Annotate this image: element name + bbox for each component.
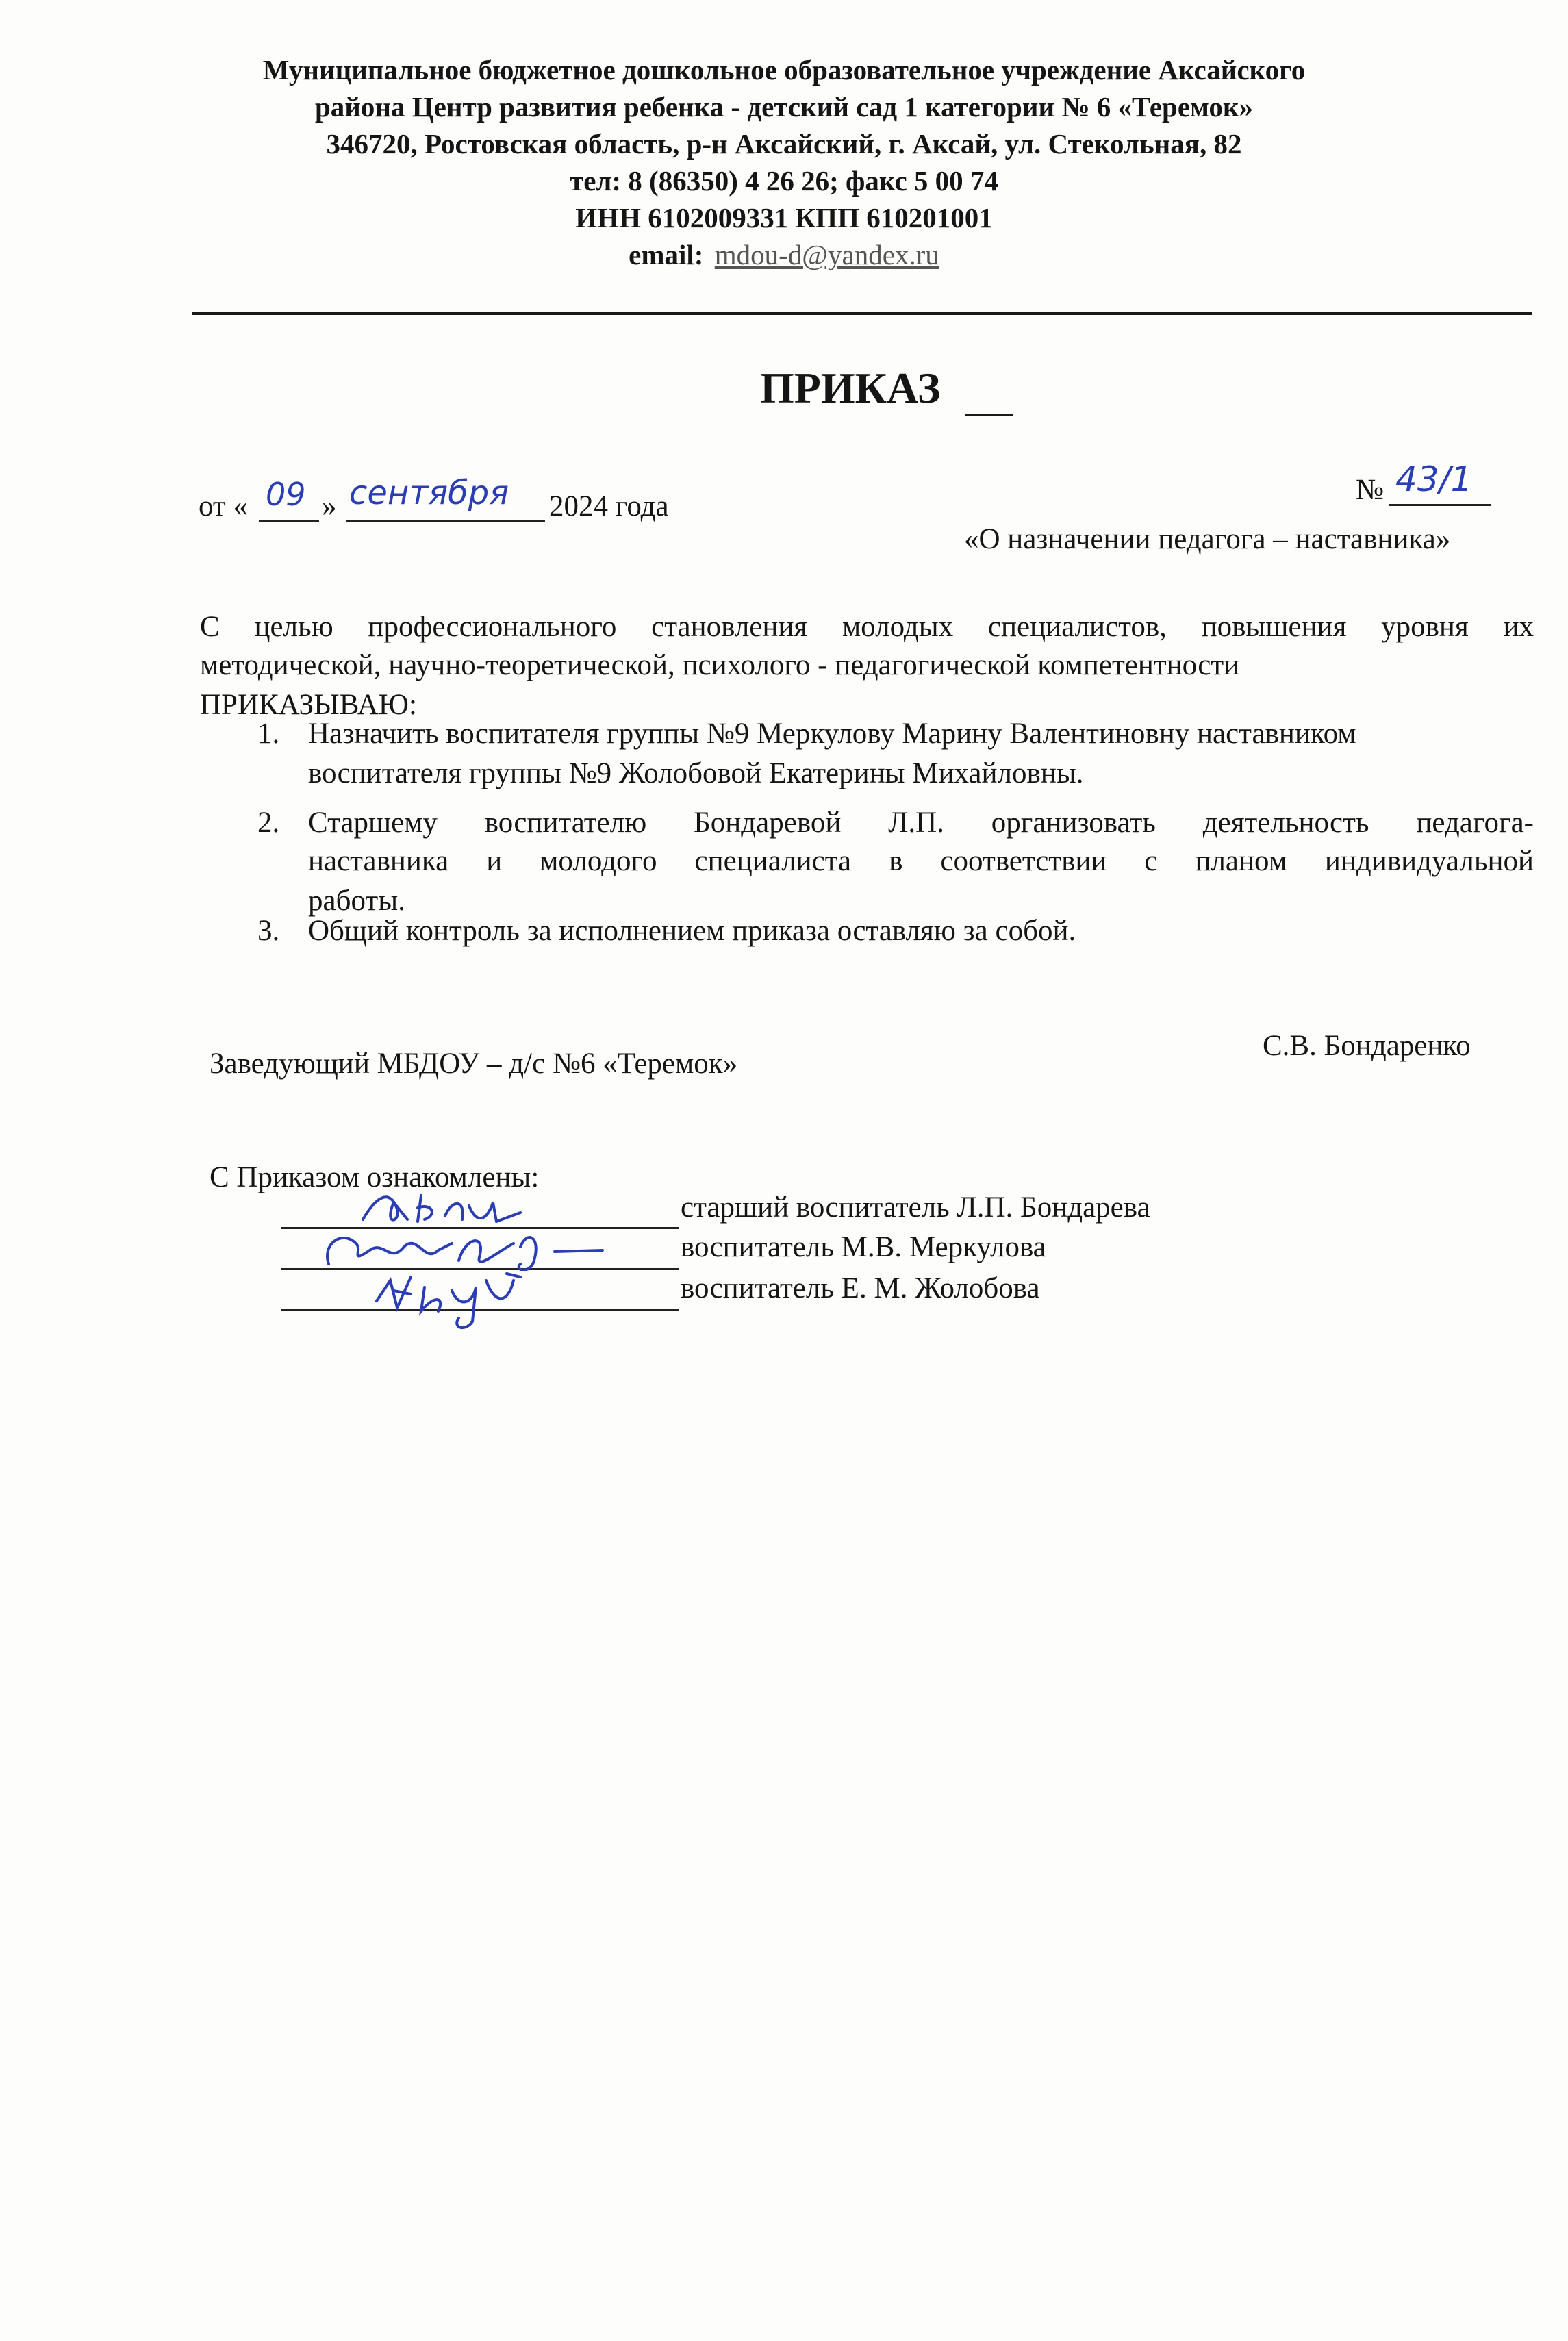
title-underline [965,414,1013,416]
item-2-line-3: работы. [308,885,405,917]
signer-1-role: старший воспитатель Л.П. Бондарева [681,1191,1150,1224]
item-1-number: 1. [257,718,280,750]
item-2-line-1: Старшему воспитателю Бондаревой Л.П. организовать деятельность педагога- [308,807,1534,839]
item-2-line-2: наставника и молодого специалиста в соответствии с планом индивидуальной [308,845,1534,877]
org-email [0,236,1568,274]
number-value: 43/1 [1395,459,1473,499]
signer-3-role: воспитатель Е. М. Жолобова [681,1272,1040,1304]
header-rule [192,312,1532,315]
item-3-line-1: Общий контроль за исполнением приказа оставляю за собой. [308,915,1076,947]
date-year: 2024 года [549,490,669,522]
order-subject: «О назначении педагога – наставника» [964,523,1451,555]
org-address: 346720, Ростовская область, р-н Аксайский, г. Аксай, ул. Стекольная, 82 [326,128,1242,160]
order-number [1356,459,1513,512]
org-phone: тел: 8 (86350) 4 26 26; факс 5 00 74 [570,165,998,197]
item-3-number: 3. [257,915,280,947]
date-month: сентября [349,474,509,512]
order-date [199,474,746,526]
signer-2-role: воспитатель М.В. Меркулова [681,1231,1046,1263]
date-prefix: от « [199,490,248,522]
org-name-line-1: Муниципальное бюджетное дошкольное образовательное учреждение Аксайского [262,54,1306,86]
org-name-line-2: района Центр развития ребенка - детский сад 1 категории № 6 «Теремок» [314,91,1254,123]
preamble-line-2: методической, научно-теоретической, психолого - педагогической компетентности [200,649,1240,681]
item-1-line-1: Назначить воспитателя группы №9 Меркулову Марину Валентиновну наставником [308,718,1356,750]
acquainted-label: С Приказом ознакомлены: [210,1161,540,1193]
director-name: С.В. Бондаренко [1263,1030,1471,1062]
date-day: 09 [266,476,306,513]
email-link[interactable]: mdou-d@yandex.ru [714,239,939,270]
preamble-order-word: ПРИКАЗЫВАЮ: [200,689,417,721]
document-title: ПРИКАЗ [760,364,941,412]
preamble-line-1: С целью профессионального становления молодых специалистов, повышения уровня их [200,611,1534,643]
director-position: Заведующий МБДОУ – д/с №6 «Теремок» [210,1048,738,1080]
item-2-number: 2. [257,807,280,839]
signature-zholobova [370,1260,575,1335]
date-mid: » [322,490,337,522]
org-tax-ids: ИНН 6102009331 КПП 610201001 [575,202,993,233]
item-1-line-2: воспитателя группы №9 Жолобовой Екатерины Михайловны. [308,757,1084,789]
email-label: email: [629,239,704,270]
number-label: № [1356,474,1384,506]
